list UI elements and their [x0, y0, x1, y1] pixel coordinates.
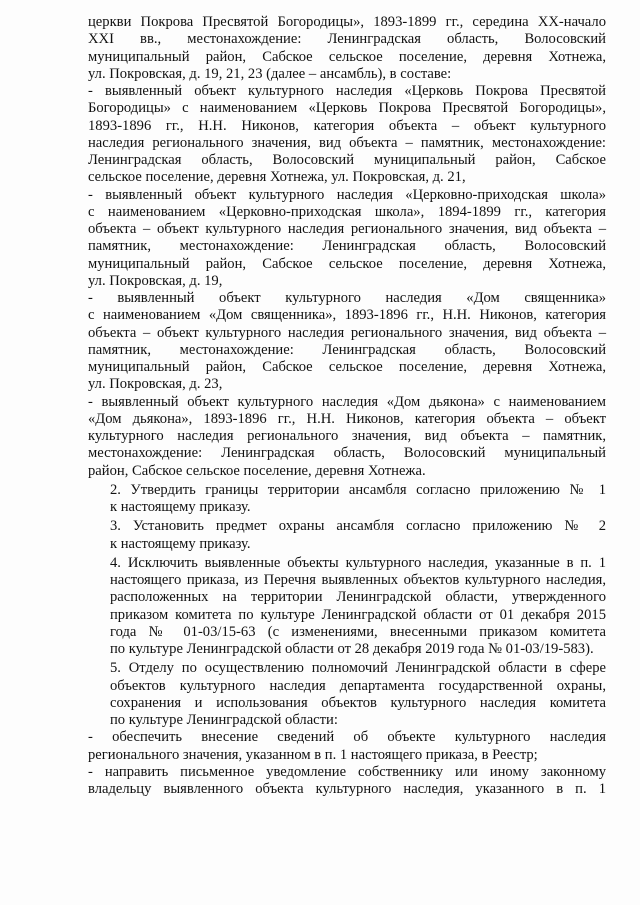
text-line: регионального значения, указанном в п. 1 настоящего приказа, в Реестр; — [88, 746, 538, 763]
text-line: наследия регионального значения, вид объекта – памятник, местонахождение: — [88, 134, 606, 151]
text-line: - направить письменное уведомление собственнику или иному законному — [88, 763, 606, 780]
text-line: объектов культурного наследия департамента государственной охраны, — [110, 677, 606, 694]
text-line: к настоящему приказу. — [110, 535, 251, 552]
text-line: XXI вв., местонахождение: Ленинградская область, Волосовский — [88, 31, 606, 48]
text-line: 3. Установить предмет охраны ансамбля согласно приложению № 2 — [110, 518, 606, 535]
text-line: 4. Исключить выявленные объекты культурного наследия, указанные в п. 1 — [110, 554, 606, 571]
text-line: - выявленный объект культурного наследия «Церковь Покрова Пресвятой — [88, 83, 606, 99]
clause-5-item-notify — [88, 764, 606, 799]
text-line: местонахождение: Ленинградская область, Волосовский муниципальный — [88, 445, 606, 462]
list-item-priest-house — [88, 290, 606, 394]
text-line: настоящего приказа, из Перечня выявленных объектов культурного наследия, — [110, 572, 606, 588]
clause-5-item-register — [88, 729, 606, 764]
text-line: приказом комитета по культуре Ленинградской области от 01 декабря 2015 — [110, 606, 606, 623]
text-line: 5. Отделу по осуществлению полномочий Ленинградской области в сфере — [110, 660, 606, 677]
text-line: по культуре Ленинградской области от 28 декабря 2019 года № 01-03/19-583). — [110, 641, 594, 657]
text-line: 1893-1896 гг., Н.Н. Никонов, категория объекта – объект культурного — [88, 117, 606, 134]
text-line: - выявленный объект культурного наследия «Дом дьякона» с наименованием — [88, 393, 606, 410]
text-line: - обеспечить внесение сведений об объекте культурного наследия — [88, 729, 606, 746]
text-line: памятник, местонахождение: Ленинградская область, Волосовский — [88, 238, 606, 255]
text-line: памятник, местонахождение: Ленинградская область, Волосовский — [88, 341, 606, 358]
paragraph-intro — [88, 14, 606, 83]
list-item-deacon-house — [88, 394, 606, 480]
text-line: муниципальный район, Сабское сельское поселение, деревня Хотнежа, — [88, 48, 606, 65]
clause-4 — [88, 555, 606, 659]
text-line: муниципальный район, Сабское сельское поселение, деревня Хотнежа, — [88, 255, 606, 272]
clause-5 — [88, 660, 606, 729]
text-line: «Дом дьякона», 1893-1896 гг., Н.Н. Никонов, категория объекта – объект — [88, 410, 606, 427]
text-line: Богородицы» с наименованием «Церковь Покрова Пресвятой Богородицы», — [88, 100, 606, 117]
text-line: ул. Покровская, д. 23, — [88, 376, 223, 393]
text-line: объекта – объект культурного наследия регионального значения, вид объекта – — [88, 324, 606, 341]
text-line: с наименованием «Дом священника», 1893-1896 гг., Н.Н. Никонов, категория — [88, 307, 606, 324]
text-line: муниципальный район, Сабское сельское поселение, деревня Хотнежа, — [88, 359, 606, 375]
text-line: ул. Покровская, д. 19, — [88, 272, 223, 289]
text-line: культурного наследия регионального значения, вид объекта – памятник, — [88, 428, 606, 444]
text-line: церкви Покрова Пресвятой Богородицы», 1893-1899 гг., середина XX-начало — [88, 14, 606, 30]
clause-2 — [88, 482, 606, 517]
text-line: ул. Покровская, д. 19, 21, 23 (далее – ансамбль), в составе: — [88, 65, 452, 82]
text-line: Ленинградская область, Волосовский муниципальный район, Сабское — [88, 152, 606, 168]
text-line: объекта – объект культурного наследия регионального значения, вид объекта – — [88, 221, 606, 237]
list-item-school — [88, 187, 606, 291]
text-line: сельское поселение, деревня Хотнежа, ул. Покровская, д. 21, — [88, 169, 466, 186]
text-line: сохранения и использования объектов культурного наследия комитета — [110, 694, 606, 711]
text-line: - выявленный объект культурного наследия «Церковно-приходская школа» — [88, 186, 606, 203]
text-line: года № 01-03/15-63 (с изменениями, внесенными приказом комитета — [110, 623, 606, 640]
text-line: 2. Утвердить границы территории ансамбля согласно приложению № 1 — [110, 481, 606, 498]
clause-3 — [88, 518, 606, 553]
text-line: - выявленный объект культурного наследия «Дом священника» — [88, 290, 606, 306]
list-item-church — [88, 83, 606, 187]
text-line: расположенных на территории Ленинградской области, утвержденного — [110, 589, 606, 606]
text-line: владельцу выявленного объекта культурного наследия, указанного в п. 1 — [88, 781, 606, 797]
text-line: район, Сабское сельское поселение, деревня Хотнежа. — [88, 462, 426, 479]
text-line: к настоящему приказу. — [110, 499, 251, 515]
text-line: по культуре Ленинградской области: — [110, 712, 338, 728]
text-line: с наименованием «Церковно-приходская школа», 1894-1899 гг., категория — [88, 203, 606, 220]
